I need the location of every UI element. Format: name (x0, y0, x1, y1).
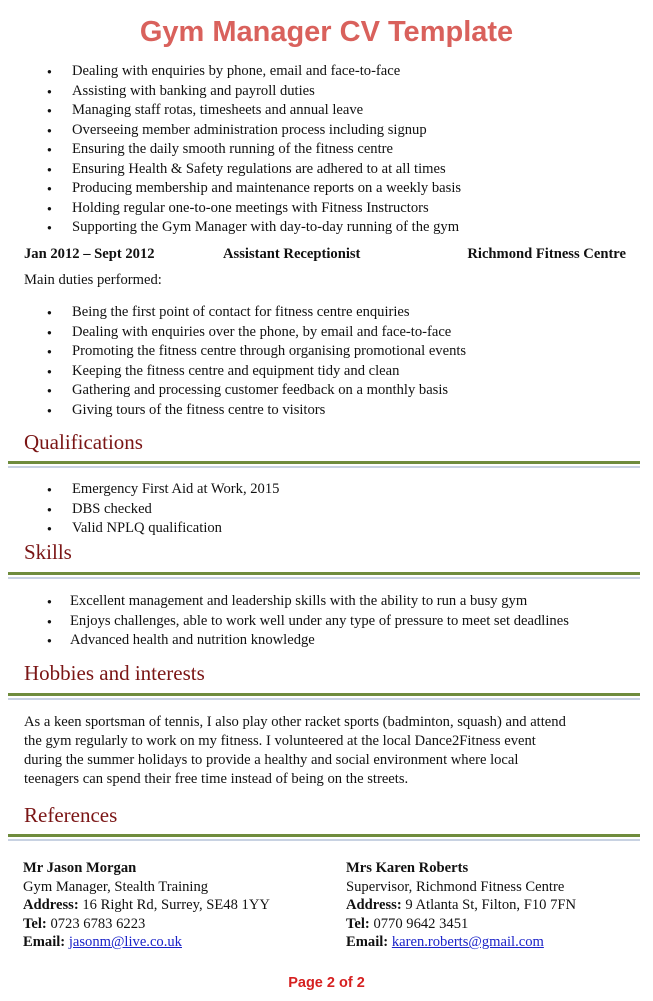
paragraph-line: the gym regularly to work on my fitness. I volunteered at the local Dance2Fitness event (24, 733, 536, 749)
list-item: ● Valid NPLQ qualification (0, 519, 279, 539)
list-item: ● Holding regular one-to-one meetings with Fitness Instructors (0, 199, 461, 219)
section-divider (8, 572, 640, 580)
section-divider (8, 693, 640, 701)
list-item: ● Advanced health and nutrition knowledge (0, 631, 569, 651)
address-label: Address: (23, 897, 79, 913)
tel-label: Tel: (23, 915, 47, 932)
hobbies-paragraph (24, 713, 566, 789)
qualifications-list (0, 480, 279, 539)
job-intro: Main duties performed: (24, 272, 162, 288)
paragraph-line: during the summer holidays to provide a healthy and social environment where local (24, 752, 519, 768)
list-item: ● Enjoys challenges, able to work well under any type of pressure to meet set deadlines (0, 612, 569, 632)
reference-position: Gym Manager, Stealth Training (23, 878, 209, 895)
job-company: Richmond Fitness Centre (467, 246, 626, 262)
list-item: ● Supporting the Gym Manager with day-to-day running of the gym (0, 218, 461, 238)
list-item: ● Dealing with enquiries by phone, email and face-to-face (0, 62, 461, 82)
reference-1 (23, 859, 270, 952)
skills-heading: Skills (24, 540, 72, 564)
list-item: ● Overseeing member administration process including signup (0, 121, 461, 141)
reference-address: 16 Right Rd, Surrey, SE48 1YY (82, 897, 270, 913)
list-item: ● Gathering and processing customer feedback on a monthly basis (0, 381, 466, 401)
reference-address: 9 Atlanta St, Filton, F10 7FN (405, 897, 577, 913)
qualifications-heading: Qualifications (24, 430, 143, 454)
list-item: ● Ensuring the daily smooth running of the fitness centre (0, 140, 461, 160)
list-item: ● Ensuring Health & Safety regulations are adhered to at all times (0, 160, 461, 180)
reference-2 (346, 859, 576, 952)
job-header (24, 246, 626, 266)
reference-email-link[interactable]: karen.roberts@gmail.com (391, 934, 544, 950)
list-item: ● Producing membership and maintenance reports on a weekly basis (0, 179, 461, 199)
list-item: ● Assisting with banking and payroll duties (0, 82, 461, 102)
duties-list-top (0, 62, 461, 238)
address-label: Address: (346, 897, 402, 913)
reference-tel: 0770 9642 3451 (373, 915, 469, 932)
tel-label: Tel: (346, 915, 370, 932)
reference-position: Supervisor, Richmond Fitness Centre (346, 878, 565, 895)
section-divider (8, 834, 640, 842)
email-label: Email: (346, 934, 389, 950)
list-item: ● Excellent management and leadership skills with the ability to run a busy gym (0, 592, 569, 612)
references-heading: References (24, 803, 118, 827)
list-item: ● Emergency First Aid at Work, 2015 (0, 480, 279, 500)
paragraph-line: teenagers can spend their free time instead of being on the streets. (24, 771, 409, 787)
list-item: ● DBS checked (0, 500, 279, 520)
list-item: ● Being the first point of contact for fitness centre enquiries (0, 303, 466, 323)
skills-list (0, 592, 569, 651)
job-role: Assistant Receptionist (223, 246, 361, 262)
reference-name: Mrs Karen Roberts (346, 860, 469, 876)
page-title: Gym Manager CV Template (139, 16, 514, 48)
reference-email-link[interactable]: jasonm@live.co.uk (68, 934, 182, 950)
reference-name: Mr Jason Morgan (23, 860, 137, 876)
section-divider (8, 461, 640, 469)
list-item: ● Keeping the fitness centre and equipment tidy and clean (0, 362, 466, 382)
list-item: ● Dealing with enquiries over the phone, by email and face-to-face (0, 323, 466, 343)
paragraph-line: As a keen sportsman of tennis, I also play other racket sports (badminton, squash) and attend (24, 714, 566, 730)
reference-tel: 0723 6783 6223 (50, 915, 146, 932)
job-dates: Jan 2012 – Sept 2012 (24, 246, 155, 262)
hobbies-heading: Hobbies and interests (24, 661, 205, 685)
page-number: Page 2 of 2 (288, 975, 365, 991)
email-label: Email: (23, 934, 66, 950)
list-item: ● Giving tours of the fitness centre to visitors (0, 401, 466, 421)
job-duties-list (0, 303, 466, 420)
list-item: ● Managing staff rotas, timesheets and annual leave (0, 101, 461, 121)
list-item: ● Promoting the fitness centre through organising promotional events (0, 342, 466, 362)
